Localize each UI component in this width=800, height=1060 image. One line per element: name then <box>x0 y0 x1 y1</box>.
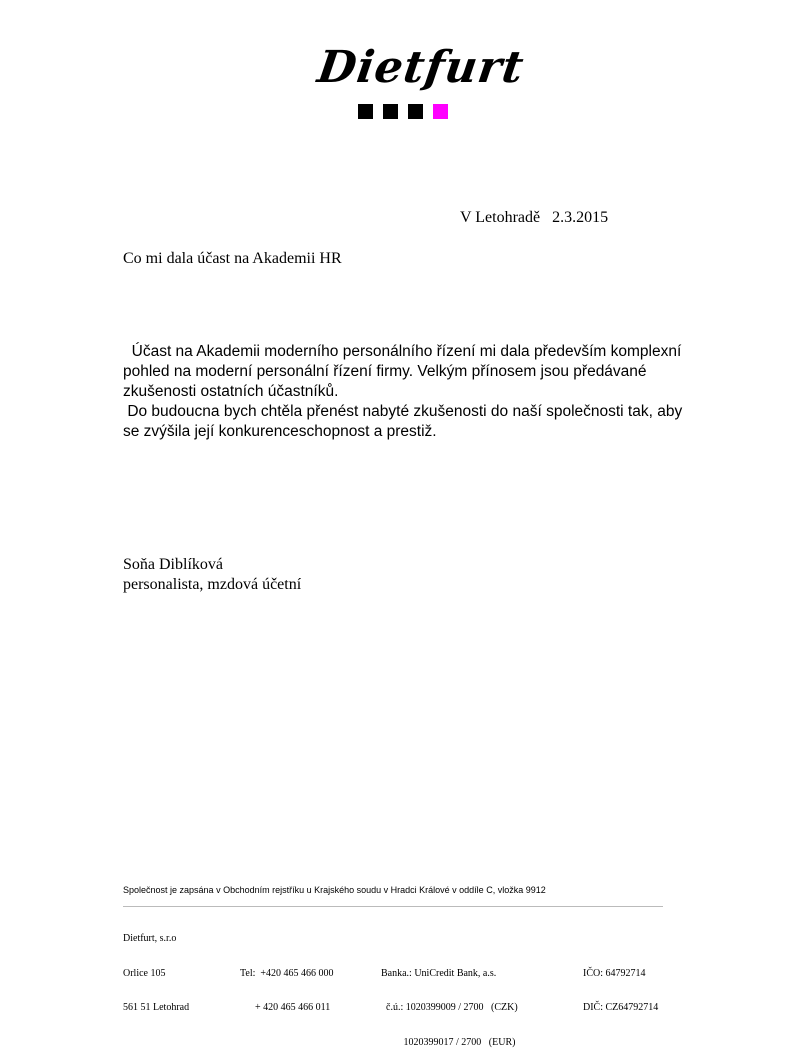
footer-bank-line <box>381 933 518 945</box>
footer-id-line <box>583 933 658 945</box>
footer-phone-line: + 420 465 466 011 <box>240 1002 331 1013</box>
footer-company <box>123 910 189 1025</box>
footer-company-line: Orlice 105 <box>123 967 166 979</box>
footer-id-line: DIČ: CZ64792714 <box>583 1002 659 1013</box>
footer-company-line: 561 51 Letohrad <box>123 1002 190 1013</box>
logo-square <box>383 104 398 119</box>
footer-ids <box>583 910 658 1025</box>
footer-phone-line: Tel: +420 465 466 000 <box>240 967 334 979</box>
company-logo <box>314 40 528 130</box>
logo-square <box>358 104 373 119</box>
place-and-date: V Letohradě 2.3.2015 <box>460 209 609 226</box>
logo-text: Dietfurt <box>314 42 528 93</box>
footer-bank <box>381 910 518 1060</box>
letter-body <box>123 342 687 442</box>
signatory-name: Soňa Diblíková <box>123 556 223 573</box>
registration-note: Společnost je zapsána v Obchodním rejstříku u Krajského soudu v Hradci Králové v oddíle C, vložka 9912 <box>123 885 546 895</box>
footer-id-line: IČO: 64792714 <box>583 967 646 979</box>
letter-subject: Co mi dala účast na Akademii HR <box>123 250 342 267</box>
footer-bank-line: 1020399017 / 2700 (EUR) <box>381 1036 516 1048</box>
footer-divider <box>123 906 663 907</box>
logo-square <box>433 104 448 119</box>
footer-phone <box>240 910 334 1025</box>
logo-squares <box>358 104 448 119</box>
footer-phone-line <box>240 933 334 945</box>
footer-company-line: Dietfurt, s.r.o <box>123 933 177 944</box>
signatory-role: personalista, mzdová účetní <box>123 576 302 593</box>
footer-bank-line: č.ú.: 1020399009 / 2700 (CZK) <box>381 1002 518 1013</box>
logo-square <box>408 104 423 119</box>
body-paragraph: Do budoucna bych chtěla přenést nabyté zkušenosti do naší společnosti tak, aby se zvýšila její konkurenceschopnost a prestiž. <box>123 403 687 440</box>
footer-bank-line: Banka.: UniCredit Bank, a.s. <box>381 967 497 979</box>
body-paragraph: Účast na Akademii moderního personálního řízení mi dala především komplexní pohled na moderní personální řízení firmy. Velkým přínosem jsou předávané zkušenosti ostatních účastníků. <box>123 343 686 400</box>
signature-block <box>123 555 301 595</box>
